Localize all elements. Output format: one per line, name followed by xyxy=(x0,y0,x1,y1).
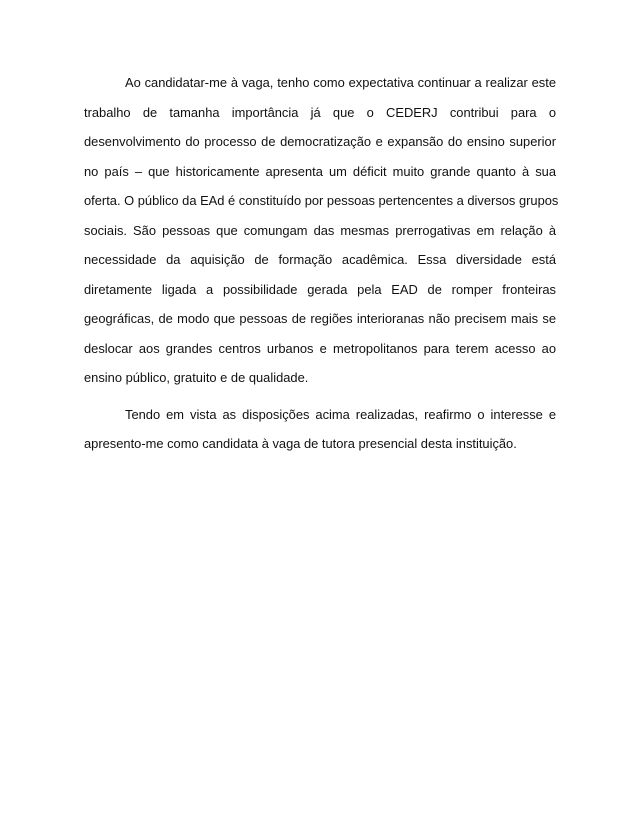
paragraph-line: Tendo em vista as disposições acima realizadas, reafirmo o interesse e xyxy=(125,406,556,422)
paragraph-line: trabalho de tamanha importância já que o CEDERJ contribui para o xyxy=(84,104,556,120)
paragraph-line: geográficas, de modo que pessoas de regiões interioranas não precisem mais se xyxy=(84,311,556,326)
paragraph-line: apresento-me como candidata à vaga de tutora presencial desta instituição. xyxy=(84,436,517,451)
paragraph-spacer xyxy=(84,393,556,400)
paragraph-line: sociais. São pessoas que comungam das mesmas prerrogativas em relação à xyxy=(84,222,556,238)
paragraph-line: desenvolvimento do processo de democratização e expansão do ensino superior xyxy=(84,134,556,149)
paragraph-1 xyxy=(84,68,559,393)
paragraph-line: Ao candidatar-me à vaga, tenho como expectativa continuar a realizar este xyxy=(125,75,556,90)
paragraph-line: necessidade da aquisição de formação acadêmica. Essa diversidade está xyxy=(84,252,556,267)
paragraph-line: oferta. O público da EAd é constituído por pessoas pertencentes a diversos grupos xyxy=(84,193,559,208)
document-body xyxy=(84,68,559,459)
paragraph-line: diretamente ligada a possibilidade gerada pela EAD de romper fronteiras xyxy=(84,281,556,297)
paragraph-2 xyxy=(84,400,556,459)
paragraph-line: deslocar aos grandes centros urbanos e metropolitanos para terem acesso ao xyxy=(84,340,556,356)
paragraph-line: ensino público, gratuito e de qualidade. xyxy=(84,370,309,385)
paragraph-line: no país – que historicamente apresenta um déficit muito grande quanto à sua xyxy=(84,163,556,179)
